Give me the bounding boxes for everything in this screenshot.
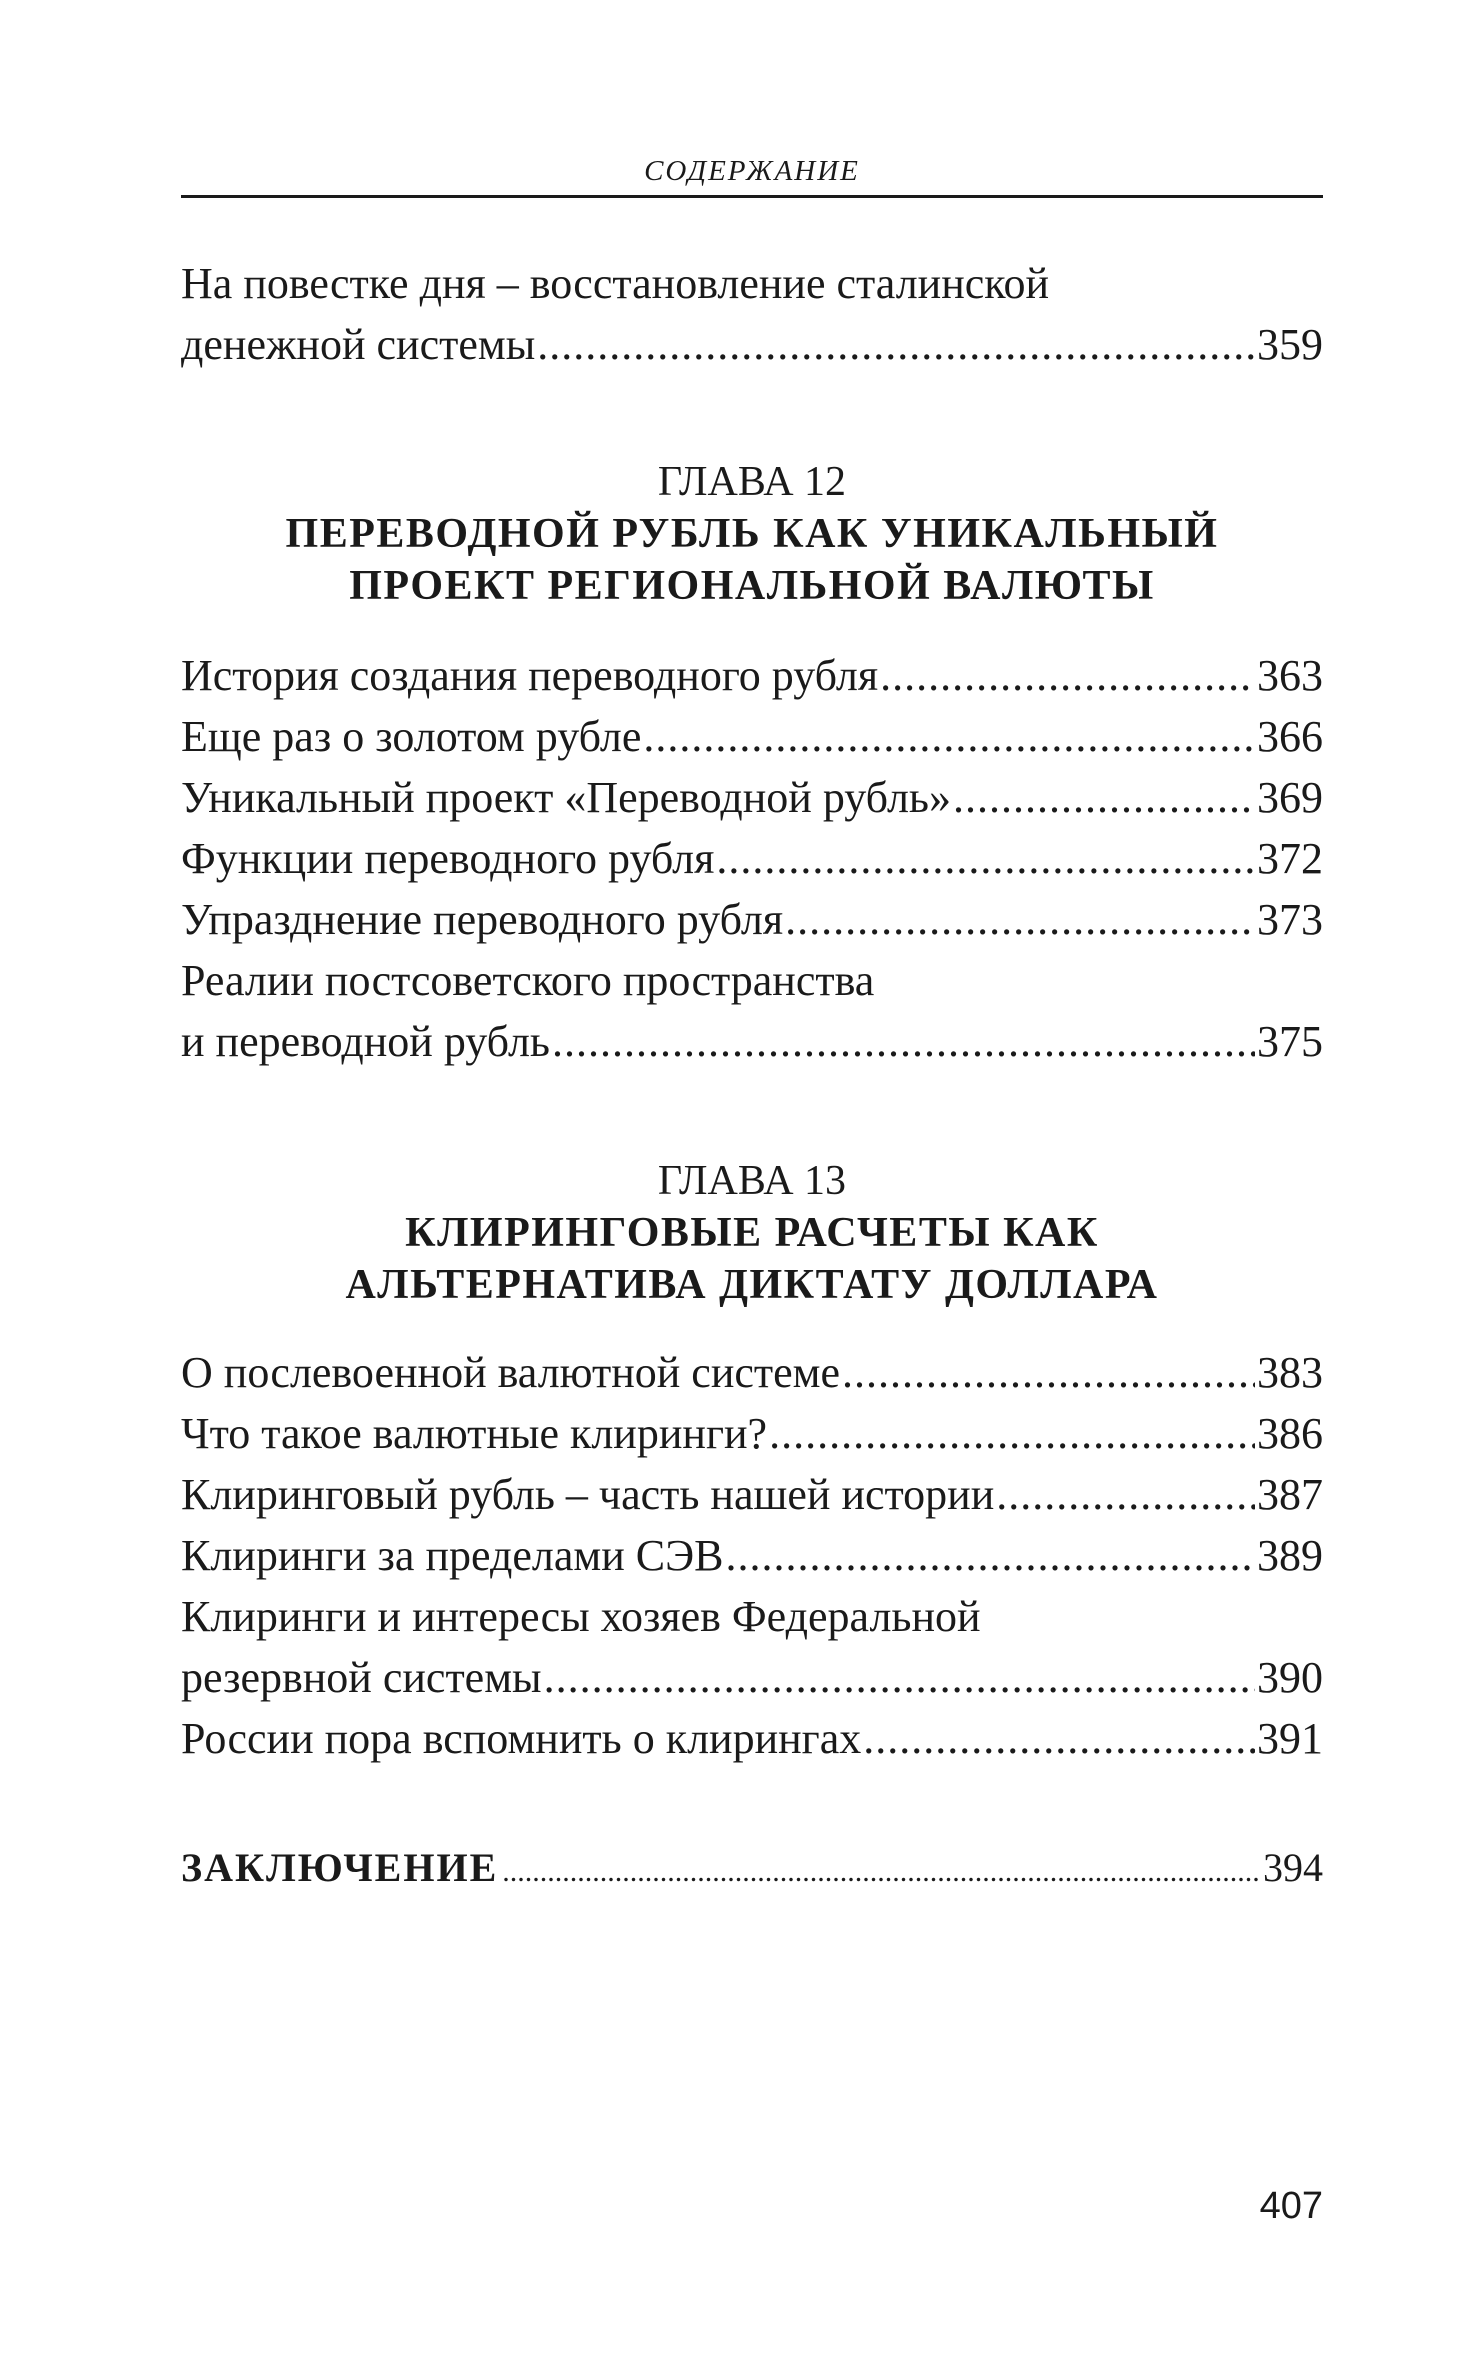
toc-entry-title: Клиринги за пределами СЭВ — [181, 1531, 724, 1580]
dot-leader — [785, 889, 1255, 950]
toc-entry-multiline[interactable] — [181, 950, 1323, 1072]
chapter-12-heading — [181, 456, 1323, 612]
dot-leader — [842, 1342, 1255, 1403]
dot-leader — [537, 314, 1255, 375]
toc-page-number: 394 — [1263, 1845, 1323, 1890]
chapter-title-line: ПЕРЕВОДНОЙ РУБЛЬ КАК УНИКАЛЬНЫЙ — [285, 511, 1219, 557]
toc-page-number: 369 — [1257, 773, 1323, 822]
chapter-title-line: КЛИРИНГОВЫЕ РАСЧЕТЫ КАК — [405, 1210, 1099, 1256]
dot-leader — [880, 645, 1255, 706]
toc-page-number: 366 — [1257, 712, 1323, 761]
book-page — [181, 0, 1323, 2362]
toc-entry[interactable] — [181, 1403, 1323, 1464]
dot-leader — [769, 1403, 1255, 1464]
chapter-title-line: ПРОЕКТ РЕГИОНАЛЬНОЙ ВАЛЮТЫ — [349, 563, 1155, 609]
conclusion-title: ЗАКЛЮЧЕНИЕ — [181, 1845, 499, 1890]
toc-entry[interactable] — [181, 767, 1323, 828]
toc-entry-title: Уникальный проект «Переводной рубль» — [181, 773, 951, 822]
chapter-12-entries — [181, 645, 1323, 1072]
toc-entry-title: России пора вспомнить о клирингах — [181, 1714, 862, 1763]
chapter-title-line: АЛЬТЕРНАТИВА ДИКТАТУ ДОЛЛАРА — [345, 1262, 1159, 1308]
toc-page-number: 359 — [1257, 320, 1323, 369]
toc-page-number: 375 — [1257, 1017, 1323, 1066]
dot-leader — [953, 767, 1255, 828]
toc-entry-title: денежной системы — [181, 320, 536, 369]
toc-entry-line: На повестке дня – восстановление сталинской — [181, 259, 1049, 308]
toc-entry[interactable] — [181, 1342, 1323, 1403]
toc-entry-title: Функции переводного рубля — [181, 834, 715, 883]
dot-leader — [643, 706, 1255, 767]
toc-entry-title: резервной системы — [181, 1653, 542, 1702]
toc-entry-line: Реалии постсоветского пространства — [181, 956, 875, 1005]
toc-entry-title: и переводной рубль — [181, 1017, 550, 1066]
chapter-label: ГЛАВА 12 — [657, 459, 847, 505]
toc-entry[interactable] — [181, 706, 1323, 767]
page-number: 407 — [1259, 2185, 1323, 2227]
toc-page-number: 389 — [1257, 1531, 1323, 1580]
toc-entry[interactable] — [181, 889, 1323, 950]
dot-leader — [544, 1647, 1255, 1708]
toc-entry-title: Клиринговый рубль – часть нашей истории — [181, 1470, 995, 1519]
toc-entry[interactable] — [181, 1464, 1323, 1525]
toc-entry[interactable] — [181, 828, 1323, 889]
toc-page-number: 383 — [1257, 1348, 1323, 1397]
chapter-13-heading — [181, 1155, 1323, 1311]
running-head: СОДЕРЖАНИЕ — [644, 155, 860, 187]
toc-entry[interactable] — [181, 1708, 1323, 1769]
dot-leader — [716, 828, 1255, 889]
toc-page-number: 386 — [1257, 1409, 1323, 1458]
toc-page-number: 390 — [1257, 1653, 1323, 1702]
toc-entry-title: Что такое валютные клиринги? — [181, 1409, 768, 1458]
toc-entry-title: Еще раз о золотом рубле — [181, 712, 642, 761]
toc-entry-intro[interactable] — [181, 253, 1323, 375]
toc-page-number: 372 — [1257, 834, 1323, 883]
dot-leader — [996, 1464, 1255, 1525]
toc-entry-conclusion[interactable] — [181, 1837, 1323, 1902]
header-rule — [181, 195, 1323, 198]
toc-entry[interactable] — [181, 645, 1323, 706]
toc-entry-title: Упразднение переводного рубля — [181, 895, 784, 944]
toc-entry[interactable] — [181, 1525, 1323, 1586]
toc-entry-line: Клиринги и интересы хозяев Федеральной — [181, 1592, 981, 1641]
dot-leader — [502, 1841, 1259, 1902]
chapter-13-entries — [181, 1342, 1323, 1769]
toc-entry-title: О послевоенной валютной системе — [181, 1348, 841, 1397]
toc-entry-multiline[interactable] — [181, 1586, 1323, 1708]
toc-page-number: 387 — [1257, 1470, 1323, 1519]
toc-entry-title: История создания переводного рубля — [181, 651, 879, 700]
dot-leader — [552, 1011, 1255, 1072]
toc-page-number: 373 — [1257, 895, 1323, 944]
toc-page-number: 363 — [1257, 651, 1323, 700]
dot-leader — [725, 1525, 1255, 1586]
toc-page-number: 391 — [1257, 1714, 1323, 1763]
chapter-label: ГЛАВА 13 — [657, 1158, 847, 1204]
dot-leader — [863, 1708, 1255, 1769]
